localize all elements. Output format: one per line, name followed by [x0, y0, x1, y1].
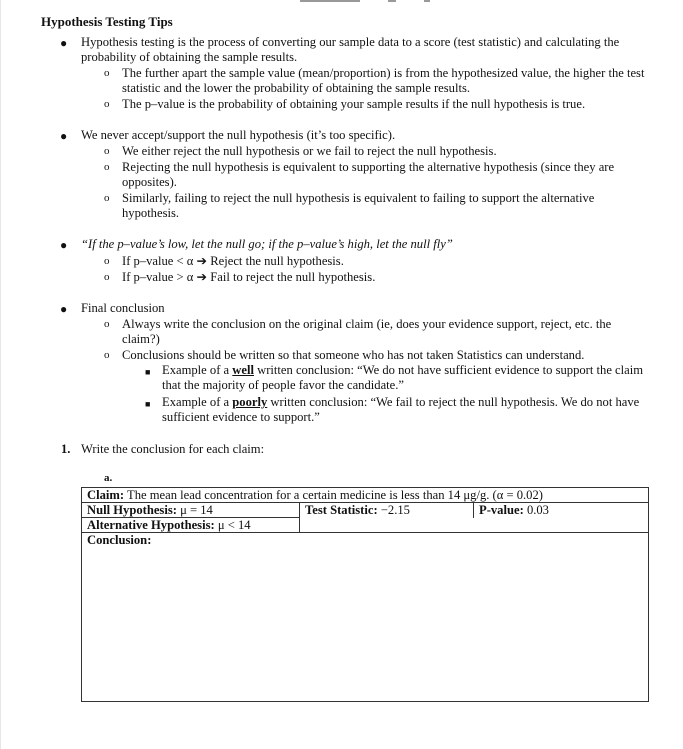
- circle-bullet-icon: o: [104, 67, 110, 79]
- conclusion-cell[interactable]: Conclusion:: [82, 533, 649, 702]
- circle-bullet-icon: o: [104, 349, 110, 361]
- tip-3-sub-2: If p–value > α ➔ Fail to reject the null hypothesis.: [122, 270, 376, 284]
- cropped-text-fragment: [300, 0, 460, 4]
- tip-3-quote: “If the p–value’s low, let the null go; if the p–value’s high, let the null fly”: [81, 237, 453, 251]
- question-number: 1.: [61, 442, 71, 456]
- square-bullet-icon: ■: [145, 367, 151, 377]
- blank-cell: [300, 518, 474, 533]
- square-bullet-icon: ■: [145, 399, 151, 409]
- tip-2-sub-2: Rejecting the null hypothesis is equivalent to supporting the alternative hypothesis (since they are opposites).: [122, 160, 615, 189]
- bullet-icon: ●: [60, 129, 68, 143]
- tip-1: Hypothesis testing is the process of converting our sample data to a score (test statistic) and calculating the probability of obtaining the sample results.: [81, 35, 620, 64]
- example-well: Example of a well written conclusion: “We do not have sufficient evidence to support the claim that the majority of people favor the candidate.”: [162, 363, 644, 392]
- tip-4-sub-2: Conclusions should be written so that someone who has not taken Statistics can understand.: [122, 348, 585, 362]
- tip-1-sub-2: The p–value is the probability of obtaining your sample results if the null hypothesis is true.: [122, 97, 586, 111]
- bullet-icon: ●: [60, 302, 68, 316]
- circle-bullet-icon: o: [104, 161, 110, 173]
- page-title: Hypothesis Testing Tips: [41, 14, 173, 29]
- test-statistic-cell: Test Statistic: −2.15: [300, 503, 474, 518]
- circle-bullet-icon: o: [104, 192, 110, 204]
- p-value-cell: P-value: 0.03: [474, 503, 649, 518]
- tip-1-sub-1: The further apart the sample value (mean/proportion) is from the hypothesized value, the higher the test statistic and the lower the probability of obtaining the sample results.: [122, 66, 645, 95]
- claim-row: [82, 488, 649, 503]
- alt-row: [82, 518, 649, 533]
- tip-2-sub-1: We either reject the null hypothesis or we fail to reject the null hypothesis.: [122, 144, 497, 158]
- tip-2-sub-3: Similarly, failing to reject the null hypothesis is equivalent to failing to support the alternative hypothesis.: [122, 191, 595, 220]
- null-hypothesis-cell: Null Hypothesis: μ = 14: [82, 503, 300, 518]
- part-label: a.: [104, 472, 113, 484]
- tip-4: Final conclusion: [81, 301, 165, 315]
- circle-bullet-icon: o: [104, 271, 110, 283]
- example-poorly: Example of a poorly written conclusion: “We fail to reject the null hypothesis. We do not have sufficient evidence to support.”: [162, 395, 640, 424]
- bullet-icon: ●: [60, 238, 68, 252]
- circle-bullet-icon: o: [104, 255, 110, 267]
- circle-bullet-icon: o: [104, 98, 110, 110]
- conclusion-row: [82, 533, 649, 702]
- claim-table: [81, 487, 649, 702]
- tip-4-sub-1: Always write the conclusion on the original claim (ie, does your evidence support, reject, etc. the claim?): [122, 317, 612, 346]
- claim-cell: Claim: The mean lead concentration for a certain medicine is less than 14 μg/g. (α = 0.02): [82, 488, 649, 503]
- tip-3-sub-1: If p–value < α ➔ Reject the null hypothesis.: [122, 254, 344, 268]
- null-row: [82, 503, 649, 518]
- question-text: Write the conclusion for each claim:: [81, 442, 265, 456]
- alternative-hypothesis-cell: Alternative Hypothesis: μ < 14: [82, 518, 300, 533]
- circle-bullet-icon: o: [104, 318, 110, 330]
- blank-cell: [474, 518, 649, 533]
- tip-2: We never accept/support the null hypothesis (it’s too specific).: [81, 128, 396, 142]
- bullet-icon: ●: [60, 36, 68, 50]
- circle-bullet-icon: o: [104, 145, 110, 157]
